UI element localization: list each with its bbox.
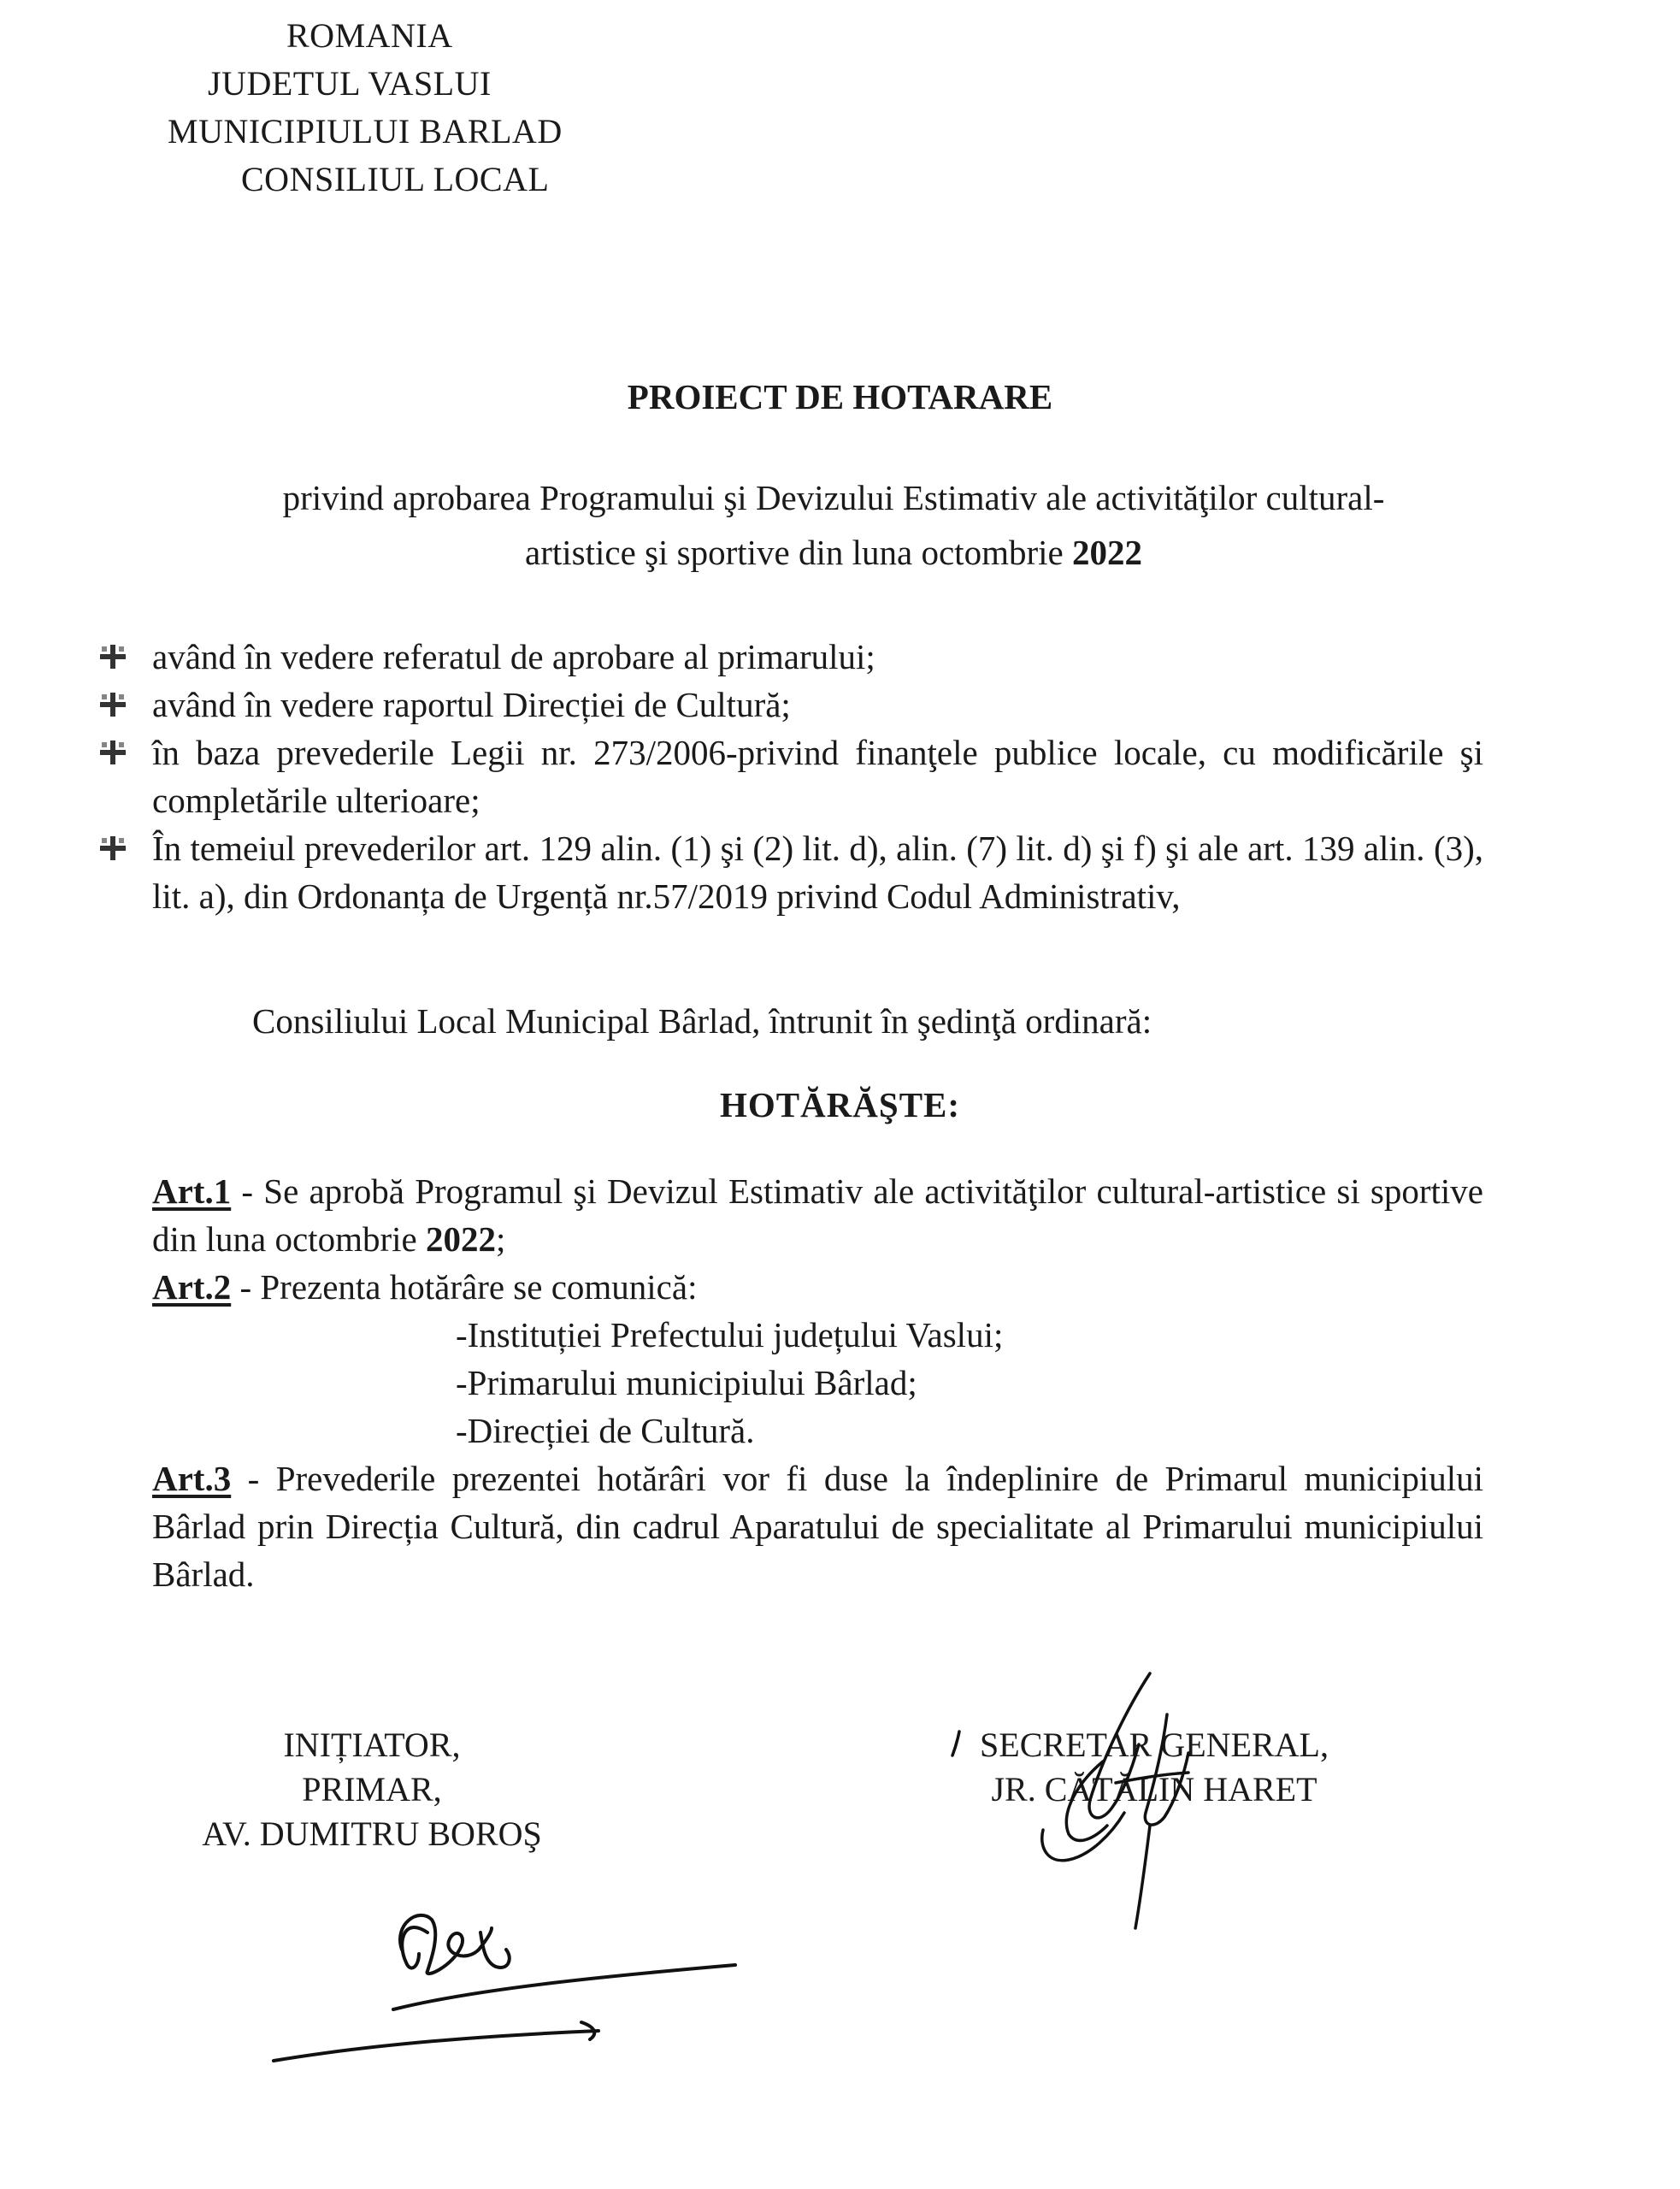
list-item <box>98 681 1483 729</box>
list-item <box>98 729 1483 824</box>
consideration-text: În temeiul prevederilor art. 129 alin. (1) şi (2) lit. d), alin. (7) lit. d) şi f) şi ale art. 139 alin. (3), lit. a), din Ordonanța de Urgență nr.57/2019 privind Codul Administrativ, <box>152 829 1483 916</box>
initiator-role: INIȚIATOR, <box>283 1726 461 1764</box>
initiator-title: PRIMAR, <box>302 1770 442 1808</box>
header-council: CONSILIUL LOCAL <box>241 160 550 198</box>
secretary-handwritten-signature <box>940 1663 1282 1945</box>
document-subtitle <box>171 470 1496 580</box>
cross-bullet-icon <box>98 691 127 718</box>
recipients-list <box>152 1311 1483 1454</box>
articles-section <box>152 1167 1483 1598</box>
considerations-list <box>98 633 1483 920</box>
article-3-label: Art.3 <box>152 1459 232 1498</box>
document-title: PROIECT DE HOTARARE <box>627 377 1053 416</box>
subtitle-line-2-text: artistice şi sportive din luna octombrie <box>525 533 1072 572</box>
cross-bullet-icon <box>98 643 127 670</box>
article-2-label: Art.2 <box>152 1267 232 1307</box>
consideration-text: având în vedere raportul Direcției de Cultură; <box>152 685 791 724</box>
initiator-name: AV. DUMITRU BOROŞ <box>202 1814 542 1853</box>
secretary-role: SECRETAR GENERAL, <box>980 1726 1329 1764</box>
article-3 <box>152 1454 1483 1598</box>
subtitle-line-1: privind aprobarea Programului şi Devizului Estimativ ale activităţilor cultural- <box>282 478 1385 517</box>
article-1-text: - Se aprobă Programul şi Devizul Estimativ ale activităţilor cultural-artistice si sportive din luna octombrie <box>152 1171 1483 1259</box>
header-country: ROMANIA <box>286 16 453 55</box>
secretary-name: JR. CĂTĂLIN HARET <box>991 1770 1317 1808</box>
initiator-signature-block <box>150 1723 594 1856</box>
consideration-text: în baza prevederile Legii nr. 273/2006-privind finanţele publice locale, cu modificările şi completările ulterioare; <box>152 733 1483 820</box>
subtitle-year: 2022 <box>1071 533 1142 572</box>
article-2 <box>152 1263 1483 1311</box>
article-1 <box>152 1167 1483 1263</box>
convened-statement: Consiliului Local Municipal Bârlad, întrunit în şedinţă ordinară: <box>252 1001 1152 1041</box>
list-item: -Instituției Prefectului județului Vaslui; <box>456 1315 1004 1354</box>
cross-bullet-icon <box>98 739 127 766</box>
article-1-label: Art.1 <box>152 1171 232 1211</box>
list-item: -Direcției de Cultură. <box>456 1411 755 1450</box>
header-municipality: MUNICIPIULUI BARLAD <box>168 112 563 150</box>
list-item <box>98 824 1483 920</box>
article-3-text: - Prevederile prezentei hotărâri vor fi duse la îndeplinire de Primarul municipiului Bârlad prin Direcția Cultură, din cadrul Aparatului de specialitate al Primarului municipiului Bârlad. <box>152 1459 1483 1594</box>
article-1-year: 2022 <box>425 1219 496 1259</box>
list-item: -Primarului municipiului Bârlad; <box>456 1363 917 1402</box>
mayor-handwritten-signature <box>256 1881 752 2069</box>
subtitle-line-2 <box>171 525 1496 580</box>
article-2-text: - Prezenta hotărâre se comunică: <box>231 1267 698 1307</box>
cross-bullet-icon <box>98 835 127 862</box>
article-1-end: ; <box>495 1219 506 1259</box>
list-item <box>98 633 1483 681</box>
header-county: JUDETUL VASLUI <box>208 64 492 103</box>
decides-heading: HOTĂRĂŞTE: <box>719 1085 961 1124</box>
consideration-text: având în vedere referatul de aprobare al primarului; <box>152 637 875 676</box>
